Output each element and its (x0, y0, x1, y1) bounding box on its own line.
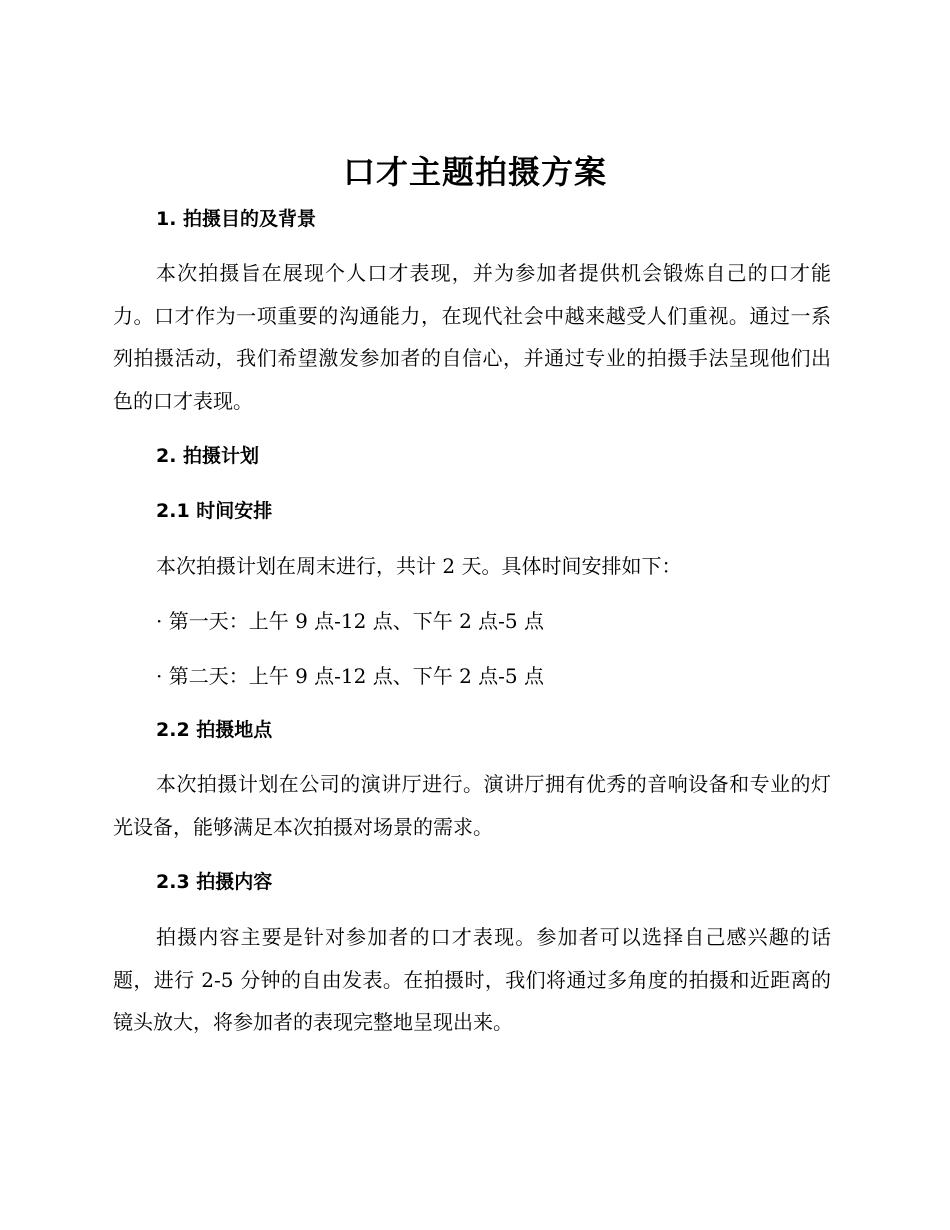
schedule-day-1: · 第一天：上午 9 点-12 点、下午 2 点-5 点 (156, 609, 544, 633)
section-2-3-paragraph: 拍摄内容主要是针对参加者的口才表现。参加者可以选择自己感兴趣的话题，进行 2-5 分钟的自由发表。在拍摄时，我们将通过多角度的拍摄和近距离的镜头放大，将参加者的表现完整地呈现出来。 (113, 925, 831, 1035)
page-title: 口才主题拍摄方案 (342, 153, 607, 191)
section-2-1-heading: 2.1 时间安排 (156, 500, 273, 522)
schedule-intro: 本次拍摄计划在周末进行，共计 2 天。具体时间安排如下： (156, 554, 682, 578)
section-1-paragraph: 本次拍摄旨在展现个人口才表现，并为参加者提供机会锻炼自己的口才能力。口才作为一项重要的沟通能力，在现代社会中越来越受人们重视。通过一系列拍摄活动，我们希望激发参加者的自信心，并通过专业的拍摄手法呈现他们出色的口才表现。 (113, 261, 831, 414)
section-1-heading: 1. 拍摄目的及背景 (156, 208, 317, 230)
section-2-2-heading: 2.2 拍摄地点 (156, 719, 273, 741)
section-2-3-heading: 2.3 拍摄内容 (156, 871, 273, 893)
section-2-heading: 2. 拍摄计划 (156, 445, 260, 467)
section-2-2-paragraph: 本次拍摄计划在公司的演讲厅进行。演讲厅拥有优秀的音响设备和专业的灯光设备，能够满足本次拍摄对场景的需求。 (113, 772, 831, 839)
schedule-day-2: · 第二天：上午 9 点-12 点、下午 2 点-5 点 (156, 664, 544, 688)
